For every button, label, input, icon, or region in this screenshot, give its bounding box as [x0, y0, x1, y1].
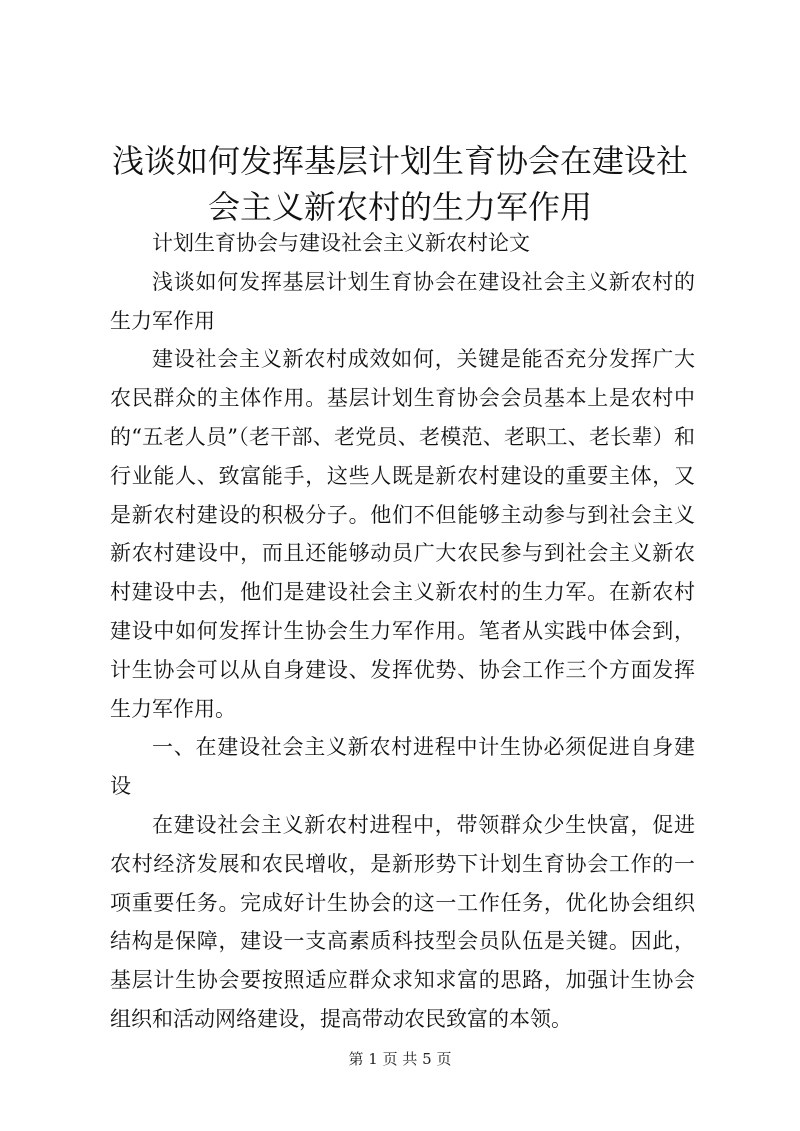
- article-title-paragraph: 浅谈如何发挥基层计划生育协会在建设社会主义新农村的生力军作用: [110, 269, 695, 333]
- document-body: [110, 224, 695, 1039]
- subtitle-paragraph: 计划生育协会与建设社会主义新农村论文: [152, 231, 530, 255]
- document-title: 浅谈如何发挥基层计划生育协会在建设社会主义新农村的生力军作用: [111, 142, 688, 226]
- section-heading: 一、在建设社会主义新农村进程中计生协必须促进自身建设: [110, 735, 695, 799]
- intro-paragraph: 建设社会主义新农村成效如何，关键是能否充分发挥广大农民群众的主体作用。基层计划生育协会会员基本上是农村中的“五老人员”（老干部、老党员、老模范、老职工、老长辈）和行业能人、致富能手，这些人既是新农村建设的重要主体，又是新农村建设的积极分子。他们不但能够主动参与到社会主义新农村建设中，而且还能够动员广大农民参与到社会主义新农村建设中去，他们是建设社会主义新农村的生力军。在新农村建设中如何发挥计生协会生力军作用。笔者从实践中体会到，计生协会可以从自身建设、发挥优势、协会工作三个方面发挥生力军作用。: [110, 347, 695, 721]
- section-paragraph: 在建设社会主义新农村进程中，带领群众少生快富，促进农村经济发展和农民增收，是新形势下计划生育协会工作的一项重要任务。完成好计生协会的这一工作任务，优化协会组织结构是保障，建设一支高素质科技型会员队伍是关键。因此，基层计生协会要按照适应群众求知求富的思路，加强计生协会组织和活动网络建设，提高带动农民致富的本领。: [110, 812, 695, 1031]
- page-footer: 第 1 页 共 5 页: [348, 1050, 452, 1068]
